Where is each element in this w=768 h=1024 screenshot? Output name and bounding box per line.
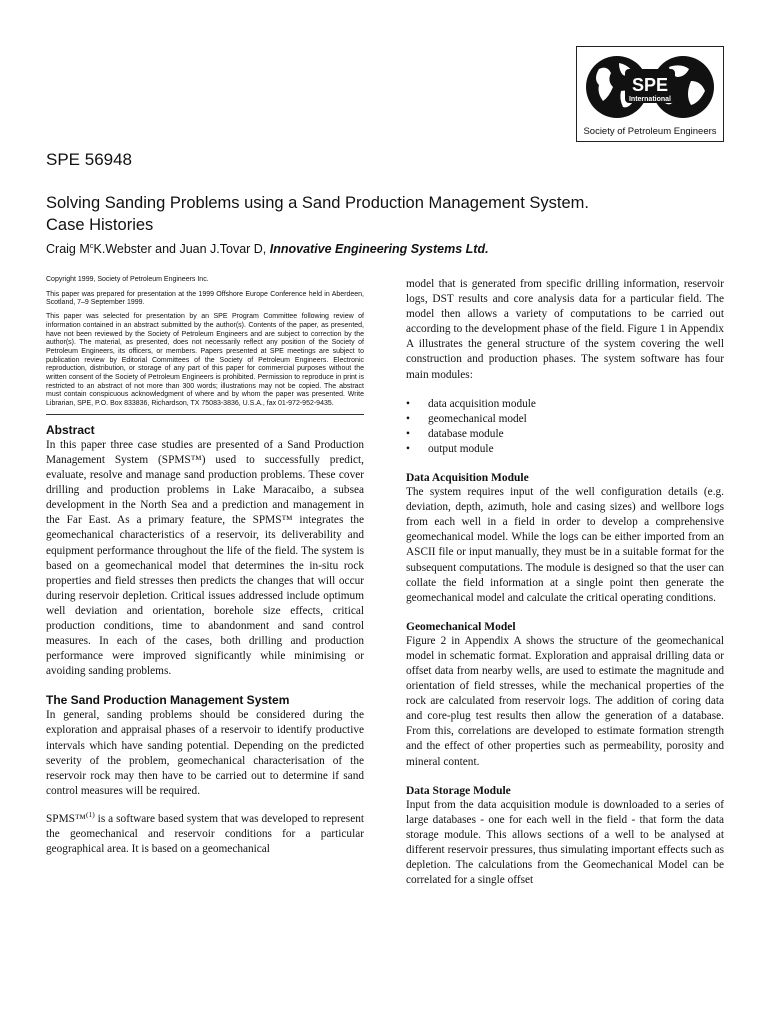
authors-prefix: Craig M [46, 242, 90, 256]
authors-sup: c [89, 240, 94, 250]
abstract-heading: Abstract [46, 422, 95, 437]
list-item: • geomechanical model [406, 412, 724, 427]
right-column [406, 277, 724, 888]
data-acquisition-heading: Data Acquisition Module [406, 472, 529, 485]
spms-reference: (1) [85, 810, 95, 820]
authors-names: K.Webster and Juan J.Tovar D, [93, 242, 270, 256]
data-acquisition-text: The system requires input of the well configuration details (e.g. deviation, depth, azimuth, hole and casing sizes) and wellbore logs from each well in a field in order to develop a comprehensive geomechanical model. While the logs can be either imported from an ASCII file or input manually, they must be in a suitable format for the subsequent computations. The module is designed so that the user can collate the field information at a single point then generate the geomechanical model and calculate the critical operating conditions. [406, 486, 724, 604]
spms-paragraph-2-lead: SPMS™ [46, 812, 86, 825]
spe-logo [576, 46, 724, 142]
author-company: Innovative Engineering Systems Ltd. [269, 242, 489, 256]
data-storage-heading: Data Storage Module [406, 784, 511, 797]
paper-title-line-2: Case Histories [46, 216, 154, 234]
left-column [46, 276, 364, 857]
globe-logo-icon [577, 47, 723, 123]
review-notice: This paper was selected for presentation by an SPE Program Committee following review of information contained in an abstract submitted by the author(s). Contents of the paper, as presented, have not been reviewed by the Society of Petroleum Engineers and are subject to correction by the author(s). The material, as presented, does not necessarily reflect any position of the Society of Petroleum Engineers, its officers, or members. Papers presented at SPE meetings are subject to publication review by Editorial Committees of the Society of Petroleum Engineers. Electronic reproduction, distribution, or storage of any part of this paper for commercial purposes without the written consent of the Society of Petroleum Engineers is prohibited. Permission to reproduce in print is restricted to an abstract of not more than 300 words; illustrations may not be copied. The abstract must contain conspicuous acknowledgment of where and by whom the paper was presented. Write Librarian, SPE, P.O. Box 833836, Richardson, TX 75083-3836, U.S.A., fax 01-972-952-9435. [46, 313, 364, 408]
logo-caption: Society of Petroleum Engineers [583, 126, 717, 137]
list-item: • output module [406, 442, 724, 457]
logo-spe-text: SPE [631, 75, 669, 95]
spms-heading: The Sand Production Management System [46, 693, 290, 708]
authors [46, 242, 489, 256]
paper-number: SPE 56948 [46, 150, 133, 169]
conference-note: This paper was prepared for presentation at the 1999 Offshore Europe Conference held in Aberdeen, Scotland, 7–9 September 1999. [46, 290, 364, 307]
data-storage-text: Input from the data acquisition module is downloaded to a series of large databases - one for each well in the field - that form the data storage module. This allows sections of a well to be analysed at different reservoir pressures, thus simulating important effects such as depletion. The calculations from the Geomechanical Model can be correlated for a single offset [406, 798, 724, 887]
list-item: • database module [406, 427, 724, 442]
logo-tagline: International [628, 96, 672, 103]
copyright-line: Copyright 1999, Society of Petroleum Engineers Inc. [46, 276, 209, 283]
copyright-divider [46, 414, 364, 415]
paper-title-line-1: Solving Sanding Problems using a Sand Production Management System. [46, 194, 589, 212]
geomechanical-text: Figure 2 in Appendix A shows the structure of the geomechanical model in schematic format. Exploration and appraisal drilling data or offset data from nearby wells, are used to estimate the magnitude and orientation of field stresses, while the mechanical properties of the rock are calculated from reservoir logs. The addition of coring data and core-plug test results then allow the generation of a database. From this, correlations are developed to estimate formation strength and the effect of other properties such as permeability, porosity and mineral content. [406, 634, 724, 768]
spms-paragraph-2-rest: is a software based system that was developed to represent the geomechanical and reservoir conditions for a particular geographical area. It is based on a geomechanical [46, 812, 364, 856]
list-item: • data acquisition module [406, 397, 724, 412]
geomechanical-heading: Geomechanical Model [406, 620, 516, 633]
spms-paragraph-1: In general, sanding problems should be considered during the exploration and appraisal phases of a reservoir to identify productive intervals which have sanding potential. Depending on the predicted severity of the problem, geomechanical characterisation of the reservoir rock may then have to be carried out to determine if sand control measures will be required. [46, 709, 364, 797]
system-intro: model that is generated from specific drilling information, reservoir logs, DST results and core analysis data for a particular field. The model then allows a variety of computations to be carried out according to the development phase of the field. Figure 1 in Appendix A illustrates the general structure of the system covering the well construction and production phases. The system software has four main modules: [406, 278, 724, 381]
spms-paragraph-2 [46, 812, 364, 857]
module-list [406, 397, 724, 457]
abstract-text: In this paper three case studies are presented of a Sand Production Management System (SPMS™) used to successfully predict, evaluate, resolve and manage sand production problems. These cover drilling and production problems in Lake Maracaibo, a subsea development in the North Sea and a prediction and management in the Far East. As a primary feature, the SPMS™ integrates the geomechanical characteristics of a reservoir, its deliverability and equipment performance throughout the life of the field. The system is based on a geomechanical model that determines the in-situ rock properties and field stresses then predicts the changes that will occur during reservoir depletion. Critical issues addressed include optimum well deviation and orientation, borehole size effects, critical production conditions, time to abandonment and sand control measures. In each of the cases, both drilling and production performance were improved significantly while minimising or avoiding sanding problems. [46, 438, 364, 678]
